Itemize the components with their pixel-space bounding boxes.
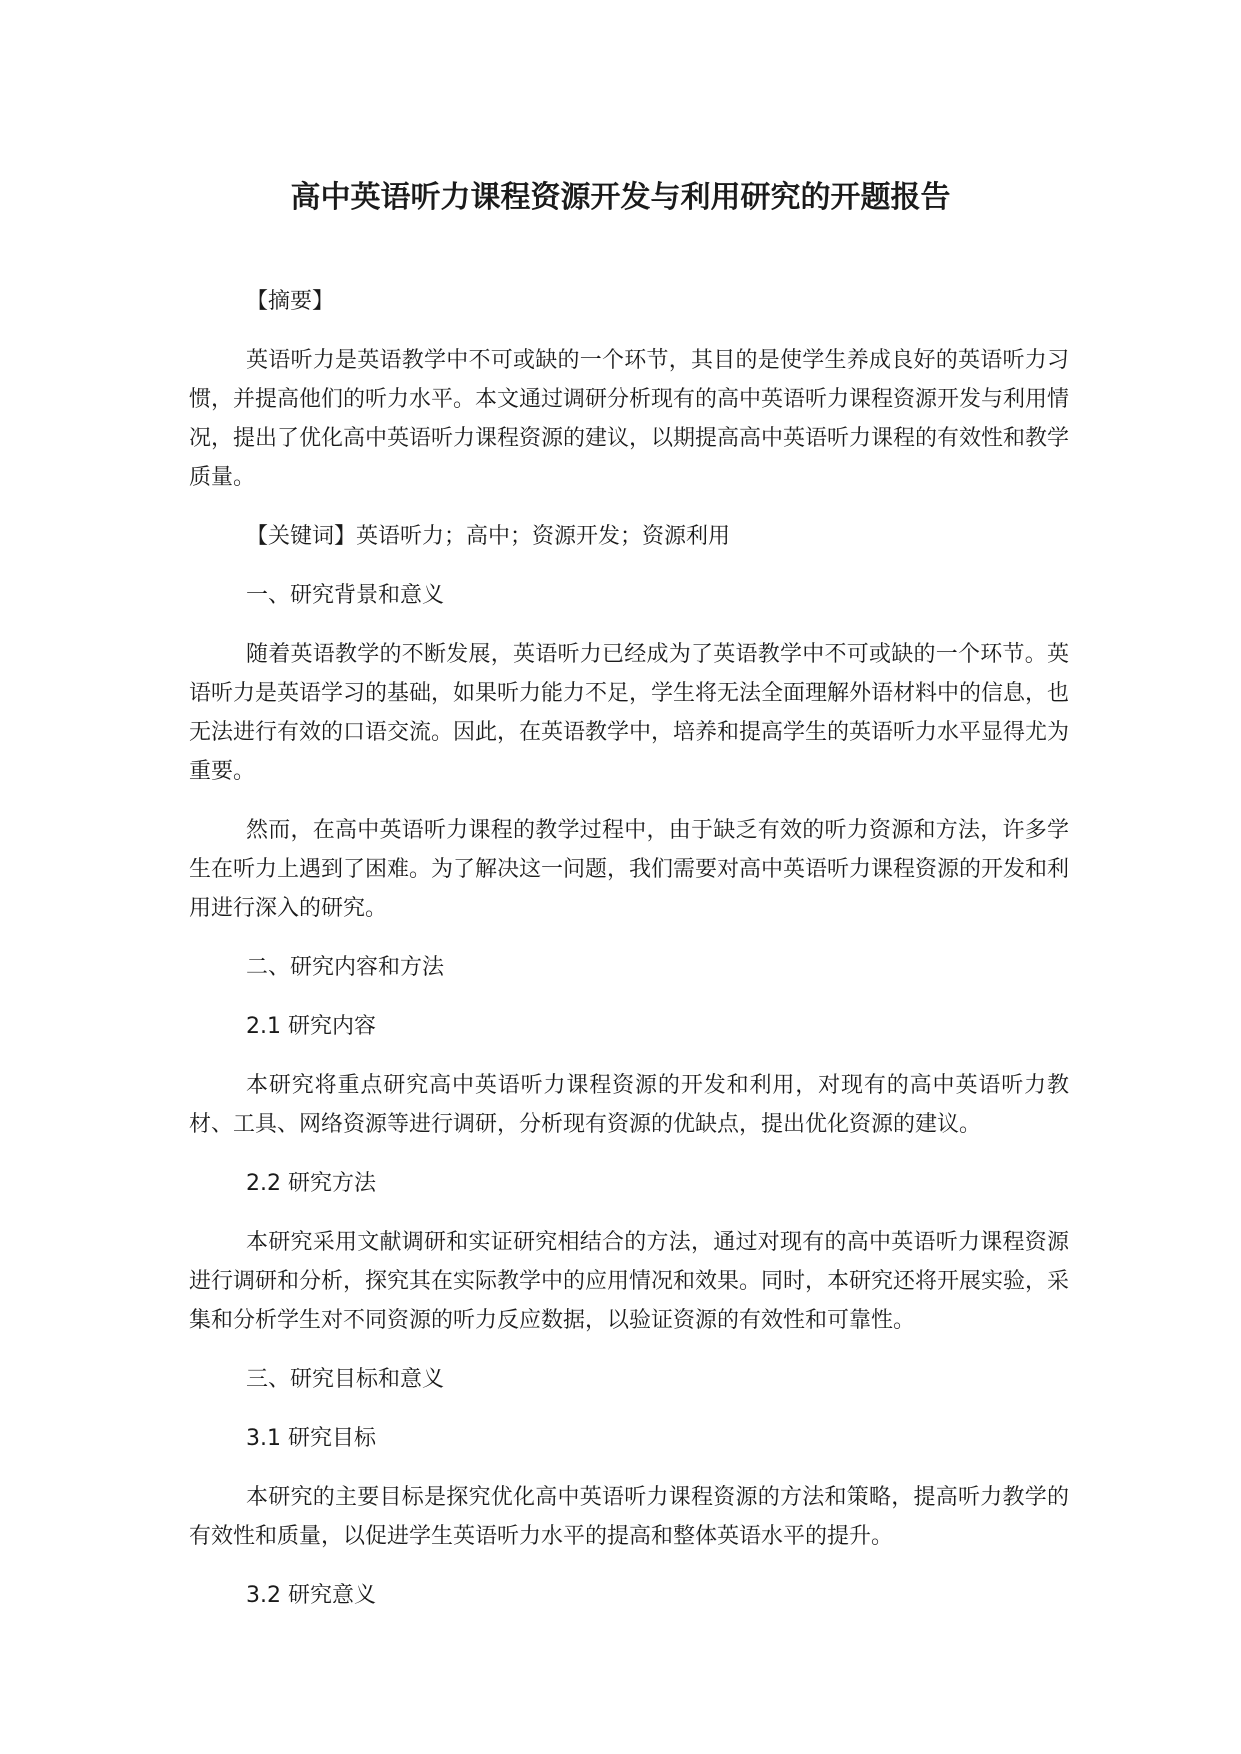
keywords-line: 【关键词】英语听力；高中；资源开发；资源利用 — [246, 524, 731, 549]
document-title: 高中英语听力课程资源开发与利用研究的开题报告 — [290, 180, 951, 215]
abstract-paragraph: 英语听力是英语教学中不可或缺的一个环节，其目的是使学生养成良好的英语听力习惯，并提高他们的听力水平。本文通过调研分析现有的高中英语听力课程资源开发与利用情况，提出了优化高中英语听力课程资源的建议，以期提高高中英语听力课程的有效性和教学质量。 — [189, 348, 1070, 490]
section-2-1-heading: 2.1 研究内容 — [246, 1014, 376, 1039]
section-1-paragraph-1: 随着英语教学的不断发展，英语听力已经成为了英语教学中不可或缺的一个环节。英语听力是英语学习的基础，如果听力能力不足，学生将无法全面理解外语材料中的信息，也无法进行有效的口语交流。因此，在英语教学中，培养和提高学生的英语听力水平显得尤为重要。 — [189, 642, 1070, 784]
section-3-heading: 三、研究目标和意义 — [246, 1367, 445, 1392]
section-3-1-heading: 3.1 研究目标 — [246, 1426, 376, 1451]
section-2-2-paragraph: 本研究采用文献调研和实证研究相结合的方法，通过对现有的高中英语听力课程资源进行调研和分析，探究其在实际教学中的应用情况和效果。同时，本研究还将开展实验，采集和分析学生对不同资源的听力反应数据，以验证资源的有效性和可靠性。 — [189, 1230, 1070, 1333]
section-2-1-paragraph: 本研究将重点研究高中英语听力课程资源的开发和利用，对现有的高中英语听力教材、工具、网络资源等进行调研，分析现有资源的优缺点，提出优化资源的建议。 — [189, 1073, 1069, 1137]
section-2-heading: 二、研究内容和方法 — [246, 955, 445, 980]
section-3-1-paragraph: 本研究的主要目标是探究优化高中英语听力课程资源的方法和策略，提高听力教学的有效性和质量，以促进学生英语听力水平的提高和整体英语水平的提升。 — [189, 1485, 1069, 1549]
abstract-heading: 【摘要】 — [246, 289, 335, 314]
document-body — [189, 282, 1069, 1635]
section-1-paragraph-2: 然而，在高中英语听力课程的教学过程中，由于缺乏有效的听力资源和方法，许多学生在听力上遇到了困难。为了解决这一问题，我们需要对高中英语听力课程资源的开发和利用进行深入的研究。 — [189, 818, 1070, 921]
section-1-heading: 一、研究背景和意义 — [246, 583, 445, 608]
section-2-2-heading: 2.2 研究方法 — [246, 1171, 376, 1196]
section-3-2-heading: 3.2 研究意义 — [246, 1583, 376, 1608]
